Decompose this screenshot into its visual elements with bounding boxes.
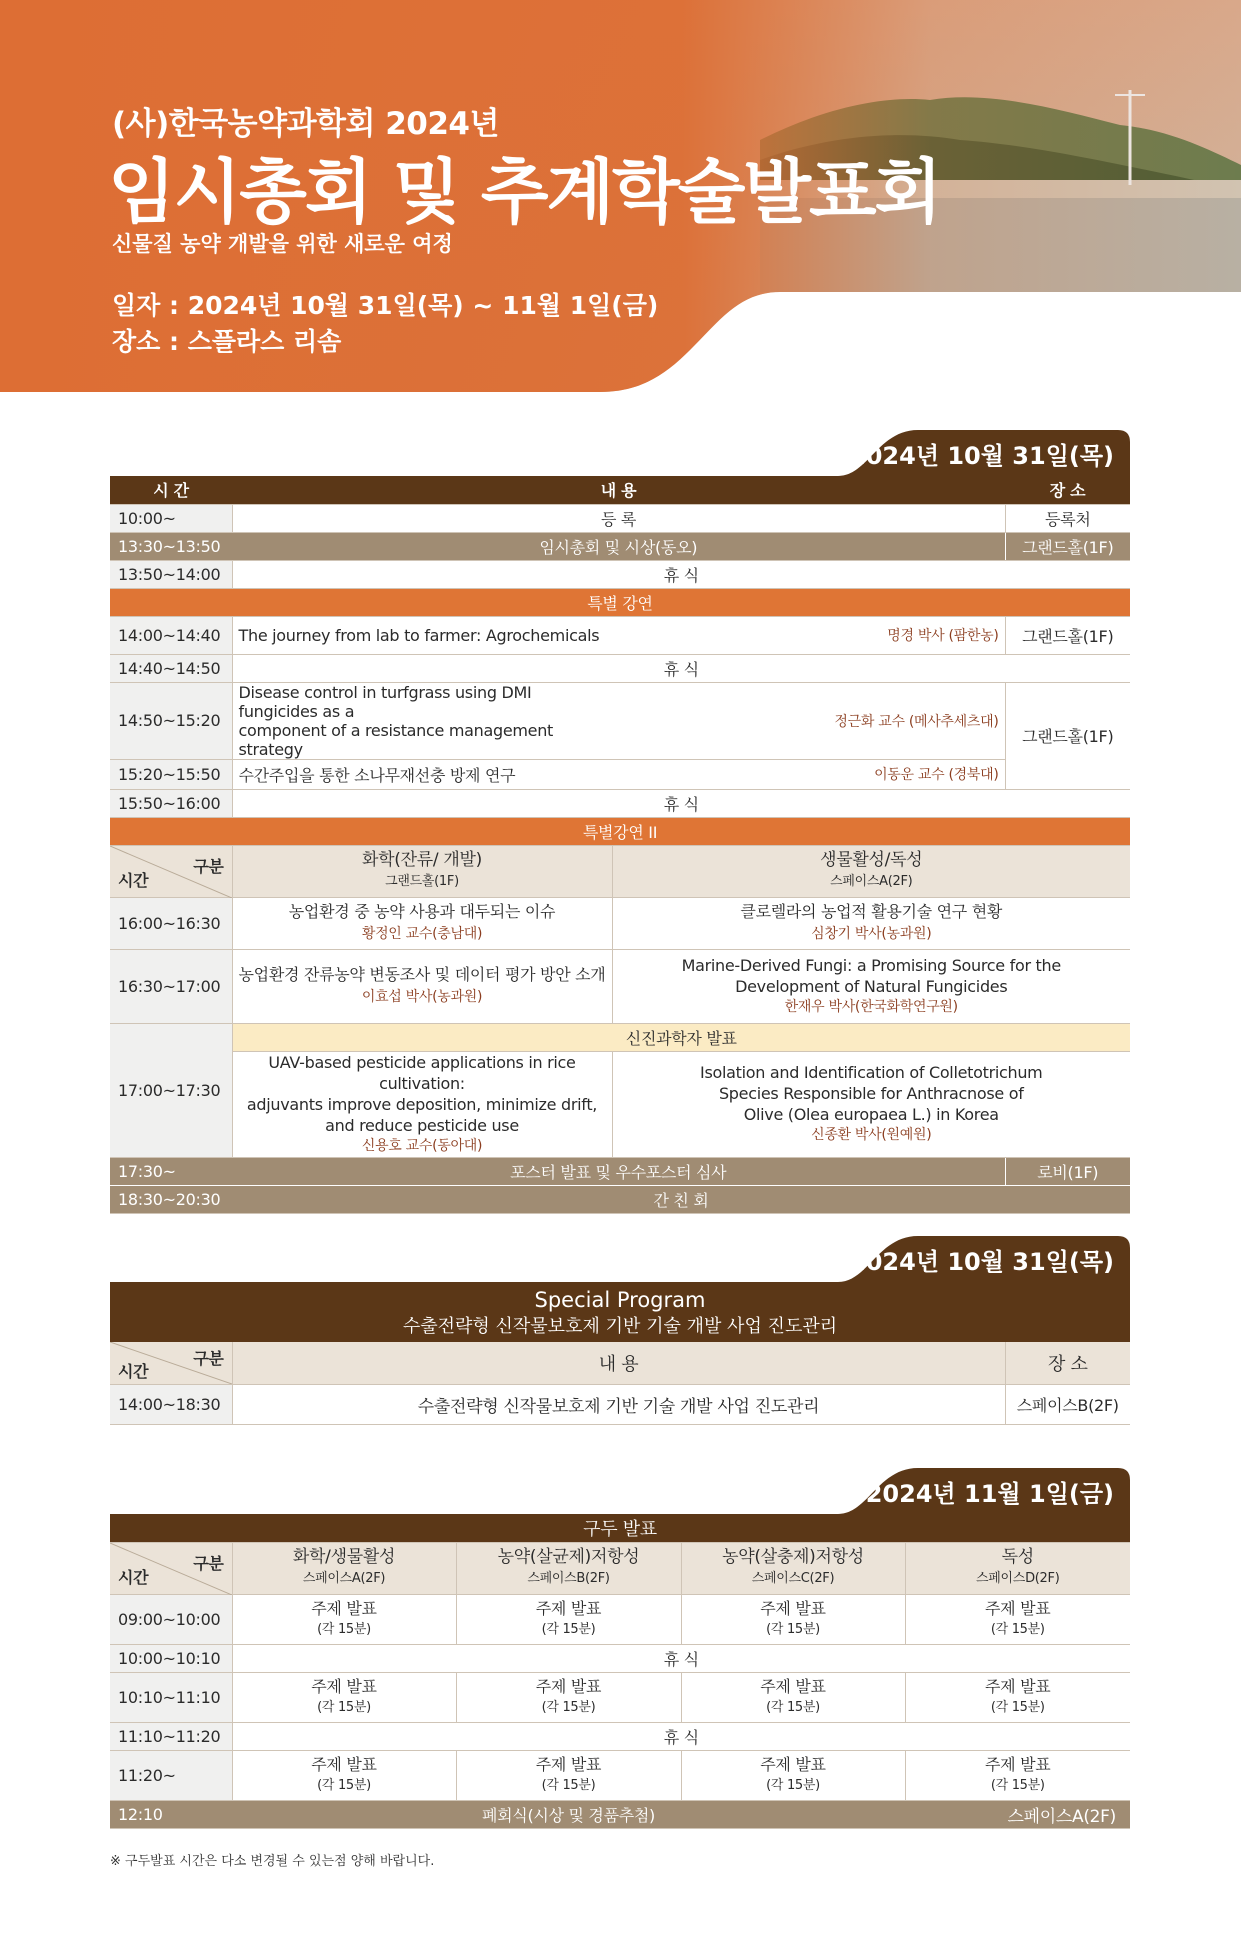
table-row: 09:00~10:00 주제 발표 (각 15분) 주제 발표 (각 15분) 주제 발표 (각 15분) 주제 발표 (각 15분) [110, 1594, 1130, 1644]
day1-schedule-table [110, 476, 1130, 1214]
table-row: 14:40~14:50 휴 식 [110, 654, 1130, 682]
header-banner [0, 0, 1241, 392]
corner-cell: 구분 시간 [110, 1542, 232, 1594]
table-row: 18:30~20:30 간 친 회 [110, 1185, 1130, 1213]
table-row: 15:50~16:00 휴 식 [110, 789, 1130, 817]
table-row: 11:20~ 주제 발표 (각 15분) 주제 발표 (각 15분) 주제 발표 (각 15분) 주제 발표 (각 15분) [110, 1750, 1130, 1800]
day2-schedule-table [110, 1514, 1130, 1829]
section-young-scientist: 17:00~17:30 신진과학자 발표 [110, 1023, 1130, 1051]
day2-date-tab: 2024년 11월 1일(금) [838, 1468, 1130, 1514]
day1b-date-tab: 2024년 10월 31일(목) [838, 1236, 1130, 1282]
sub-header-row: 구분 시간 화학(잔류/ 개발) 그랜드홀(1F) 생물활성/독성 스페이스A(2F) [110, 845, 1130, 897]
organizer-text: (사)한국농약과학회 2024년 [112, 106, 499, 142]
corner-cell: 구분 시간 [110, 1342, 232, 1384]
col-header-content: 내 용 [232, 476, 1005, 504]
table-row: 13:50~14:00 휴 식 [110, 560, 1130, 588]
special-program-header: Special Program 수출전략형 신작물보호제 기반 기술 개발 사업 진도관리 [110, 1282, 1130, 1342]
table-row: 16:30~17:00 농업환경 잔류농약 변동조사 및 데이터 평가 방안 소개 이효섭 박사(농과원) Marine-Derived Fungi: a Promising Source for the Development of Natural Fungicides 한재우 박사(한국화학연구원) [110, 949, 1130, 1023]
event-tagline: 신물질 농약 개발을 위한 새로운 여정 [112, 232, 453, 256]
day1-date-tab: 2024년 10월 31일(목) [838, 430, 1130, 476]
closing-row: 12:10 폐회식(시상 및 경품추첨) 스페이스A(2F) [110, 1800, 1130, 1828]
section-special-lecture: 특별 강연 [110, 588, 1130, 616]
sub-header-row: 구분 시간 화학/생물활성 스페이스A(2F) 농약(살균제)저항성 스페이스B(2F) 농약(살충제)저항성 스페이스C(2F) 독성 스페이스D(2F) [110, 1542, 1130, 1594]
event-date: 일자 : 2024년 10월 31일(목) ~ 11월 1일(금) [112, 291, 659, 320]
col-header-place: 장 소 [1005, 476, 1130, 504]
event-venue: 장소 : 스플라스 리솜 [112, 327, 342, 356]
table-row: 14:50~15:20 Disease control in turfgrass using DMI fungicides as a component of a resistance management strategy 정근화 교수 (메사추세츠대) 그랜드홀(1F) [110, 682, 1130, 759]
table-row: 10:10~11:10 주제 발표 (각 15분) 주제 발표 (각 15분) 주제 발표 (각 15분) 주제 발표 (각 15분) [110, 1672, 1130, 1722]
table-row: 16:00~16:30 농업환경 중 농약 사용과 대두되는 이슈 황정인 교수(충남대) 클로렐라의 농업적 활용기술 연구 현황 심창기 박사(농과원) [110, 897, 1130, 949]
table-row: 10:00~ 등 록 등록처 [110, 504, 1130, 532]
table-row: 17:30~ 포스터 발표 및 우수포스터 심사 로비(1F) [110, 1157, 1130, 1185]
col-header-time: 시 간 [110, 476, 232, 504]
oral-presentation-title: 구두 발표 [110, 1514, 1130, 1542]
special-program-table [110, 1342, 1130, 1425]
table-row: 10:00~10:10 휴 식 [110, 1644, 1130, 1672]
table-row: 15:20~15:50 수간주입을 통한 소나무재선충 방제 연구 이동운 교수 (경북대) [110, 759, 1130, 789]
table-row: 13:30~13:50 임시총회 및 시상(동오) 그랜드홀(1F) [110, 532, 1130, 560]
table-row: UAV-based pesticide applications in rice cultivation: adjuvants improve deposition, minimize drift, and reduce pesticide use 신용호 교수(동아대) Isolation and Identification of Colletotrichum Species Responsible for Anthracnose of Olive (Olea europaea L.) in Korea 신종환 박사(원예원) [110, 1051, 1130, 1157]
footnote: ※ 구두발표 시간은 다소 변경될 수 있는점 양해 바랍니다. [110, 1854, 435, 1869]
table-row: 14:00~18:30 수출전략형 신작물보호제 기반 기술 개발 사업 진도관리 스페이스B(2F) [110, 1384, 1130, 1424]
table-row: 14:00~14:40 The journey from lab to farmer: Agrochemicals 명경 박사 (팜한농) 그랜드홀(1F) [110, 616, 1130, 654]
table-row: 11:10~11:20 휴 식 [110, 1722, 1130, 1750]
corner-cell: 구분 시간 [110, 845, 232, 897]
event-title: 임시총회 및 추계학술발표회 [108, 151, 941, 233]
sub-header-row: 구분 시간 내 용 장 소 [110, 1342, 1130, 1384]
section-special-lecture-2: 특별강연 II [110, 817, 1130, 845]
